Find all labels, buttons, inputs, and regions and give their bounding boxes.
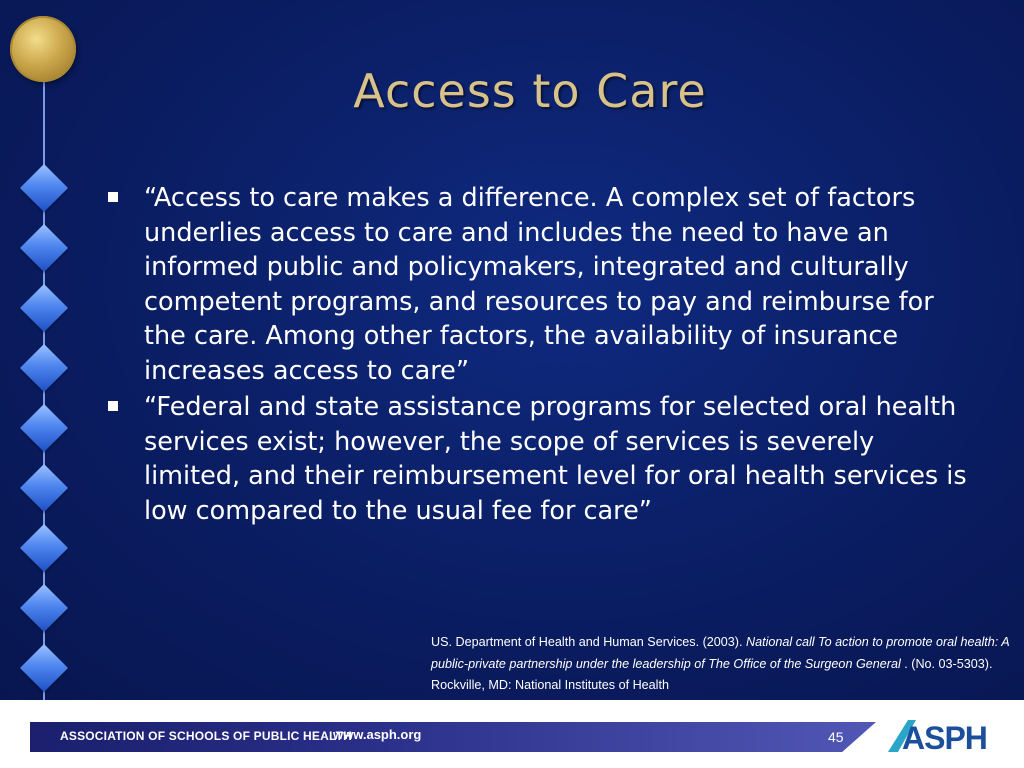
gold-circle-ornament: [10, 16, 76, 82]
asph-logo: [886, 716, 1002, 756]
bullet-text: “Access to care makes a difference. A complex set of factors underlies access to care and includes the need to have an informed public and policymakers, integrated and culturally competent programs, and resources to pay and reimburse for the care. Among other factors, the availability of insurance increases access to care”: [144, 183, 934, 386]
logo-text: ASPH: [902, 720, 987, 756]
footer-url[interactable]: www.asph.org: [333, 727, 422, 742]
footer-organization: ASSOCIATION OF SCHOOLS OF PUBLIC HEALTH: [60, 729, 353, 743]
bullet-item: [108, 181, 978, 388]
bullet-item: [108, 390, 978, 528]
citation-prefix: US. Department of Health and Human Services. (2003).: [431, 635, 746, 649]
footer: [0, 700, 1024, 768]
citation: [431, 632, 1016, 697]
bullet-list: [108, 181, 978, 530]
page-number: 45: [828, 729, 844, 745]
square-bullet-icon: [108, 192, 118, 202]
slide-title: Access to Care: [353, 64, 707, 118]
bullet-text: “Federal and state assistance programs for selected oral health services exist; however, the scope of services is severely limited, and their reimbursement level for oral health services is low compared to the usual fee for care”: [144, 392, 967, 526]
citation-suffix: . (No. 03-5303). Rockville, MD: National Institutes of Health: [431, 656, 993, 692]
square-bullet-icon: [108, 401, 118, 411]
citation-work-title: National call To action to promote oral health: A public-private partnership under the leadership of The Office of the Surgeon General: [431, 635, 1010, 671]
